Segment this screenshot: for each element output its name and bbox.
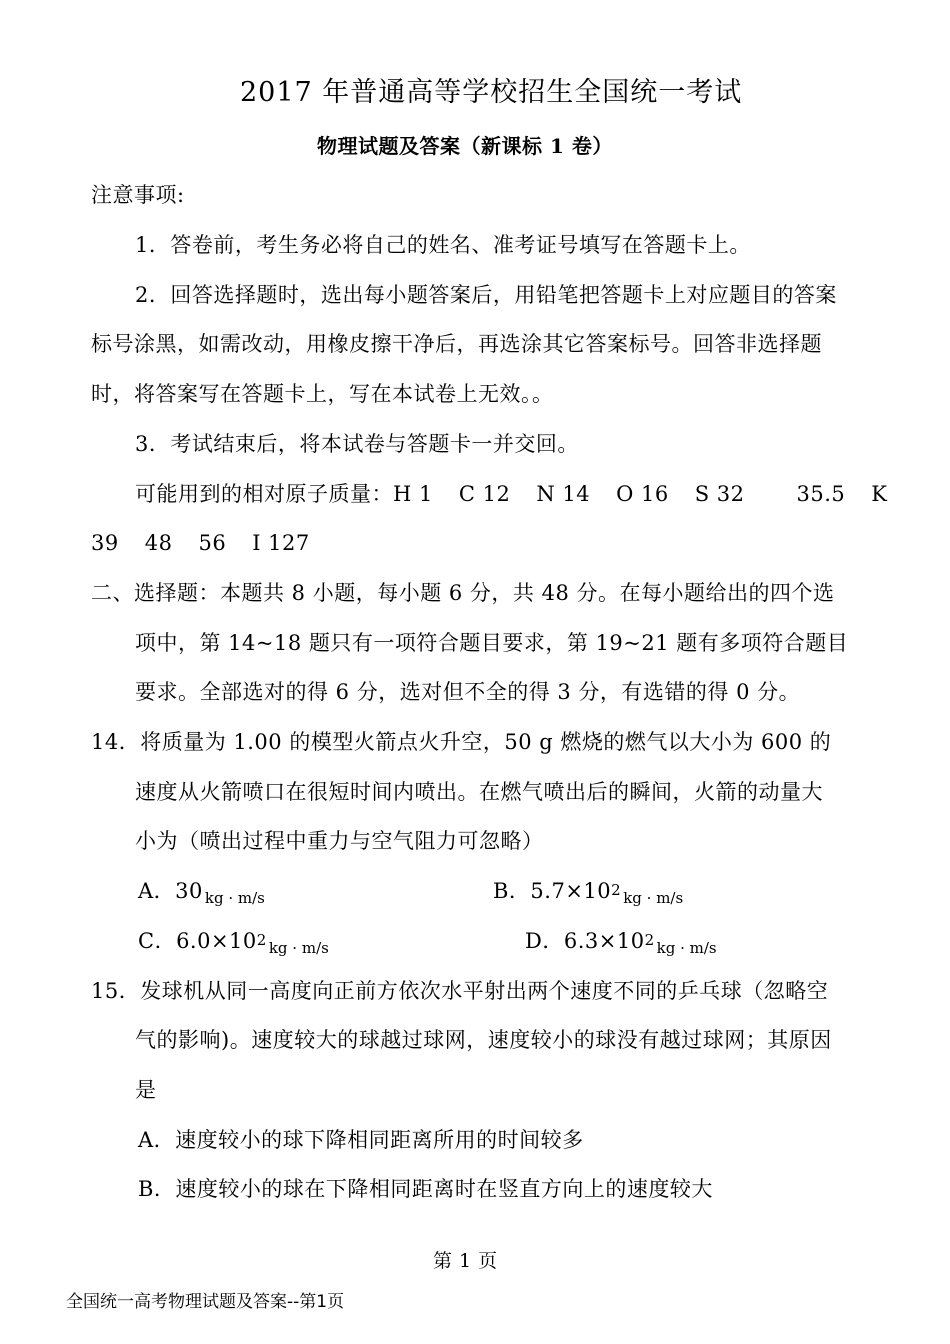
exponent: 2 [611,881,622,899]
note-item-3: 3．考试结束后，将本试卷与答题卡一并交回。 [135,432,579,456]
mass-value: 39 [91,531,119,555]
unit-label: kg · m/s [204,889,265,907]
mass-c: C 12 [458,482,511,506]
atomic-mass-label: 可能用到的相对原子质量： [135,482,393,506]
q14-option-a [138,878,265,906]
page-number: 第 1 页 [433,1250,498,1272]
mass-k: K [871,482,888,506]
page-title: 2017 年普通高等学校招生全国统一考试 [240,77,743,108]
option-text: D．6.3×10 [525,929,645,953]
q14-option-b [493,878,683,906]
q14-option-d [525,928,717,956]
option-text: C．6.0×10 [138,929,257,953]
section2-line-2: 项中，第 14~18 题只有一项符合题目要求，第 19~21 题有多项符合题目 [135,631,849,655]
exponent: 2 [644,931,655,949]
mass-n: N 14 [536,482,591,506]
mass-value: 48 [144,531,173,555]
q15-line-2: 气的影响)。速度较大的球越过球网，速度较小的球没有越过球网；其原因 [135,1028,832,1052]
atomic-mass-line-2 [91,530,310,556]
section2-line-1: 二、选择题：本题共 8 小题，每小题 6 分，共 48 分。在每小题给出的四个选 [91,581,835,605]
note-item-1: 1．答卷前，考生务必将自己的姓名、准考证号填写在答题卡上。 [135,233,751,257]
unit-label: kg · m/s [268,939,329,957]
option-text: A．30 [138,879,203,903]
q14-line-1: 14．将质量为 1.00 的模型火箭点火升空，50 g 燃烧的燃气以大小为 600 的 [91,730,832,754]
atomic-mass-line-1 [135,481,888,507]
note-item-2-line-3: 时，将答案写在答题卡上，写在本试卷上无效。。 [91,382,554,406]
q15-line-1: 15．发球机从同一高度向正前方依次水平射出两个速度不同的乒乓球（忽略空 [91,979,829,1003]
q15-option-a: A．速度较小的球下降相同距离所用的时间较多 [138,1128,584,1152]
unit-label: kg · m/s [623,889,684,907]
mass-value: I 127 [252,531,310,555]
document-footer-label: 全国统一高考物理试题及答案--第1页 [66,1292,345,1312]
section2-line-3: 要求。全部选对的得 6 分，选对但不全的得 3 分，有选错的得 0 分。 [135,680,801,704]
q15-option-b: B．速度较小的球在下降相同距离时在竖直方向上的速度较大 [138,1177,713,1201]
exponent: 2 [256,931,267,949]
mass-cl: 35.5 [796,482,846,506]
page-subtitle: 物理试题及答案（新课标 1 卷） [317,134,613,158]
mass-o: O 16 [616,482,669,506]
mass-value: 56 [198,531,227,555]
note-item-2-line-1: 2．回答选择题时，选出每小题答案后，用铅笔把答题卡上对应题目的答案 [135,283,837,307]
notes-heading: 注意事项: [91,183,185,207]
q14-line-3: 小为（喷出过程中重力与空气阻力可忽略） [135,829,544,853]
q14-option-c [138,928,329,956]
q15-line-3: 是 [135,1078,157,1102]
option-text: B．5.7×10 [493,879,612,903]
q14-line-2: 速度从火箭喷口在很短时间内喷出。在燃气喷出后的瞬间，火箭的动量大 [135,780,823,804]
unit-label: kg · m/s [656,939,717,957]
note-item-2-line-2: 标号涂黑，如需改动，用橡皮擦干净后，再选涂其它答案标号。回答非选择题 [91,332,822,356]
mass-s: S 32 [694,482,745,506]
mass-h: H 1 [393,482,433,506]
